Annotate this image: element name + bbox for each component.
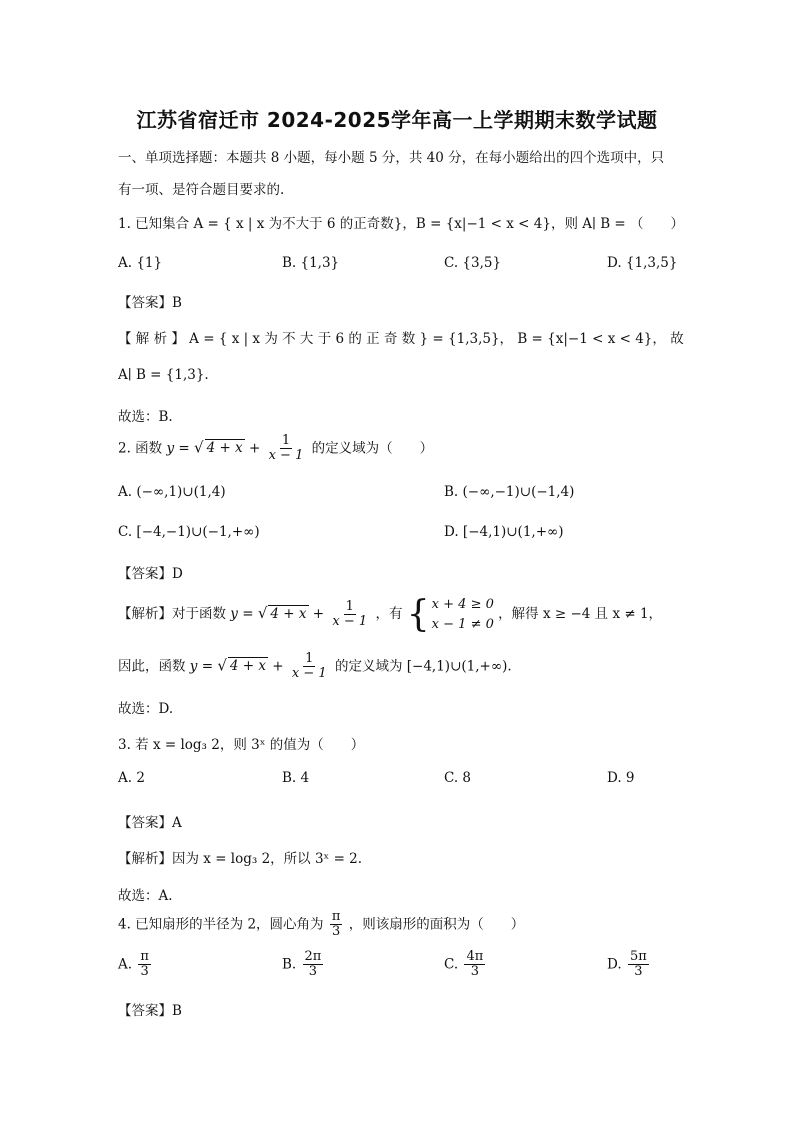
q2-conclusion-suffix: 的定义域为 [−4,1)∪(1,+∞). — [334, 658, 512, 675]
q1-analysis-line2: A∣ B = {1,3}. — [118, 367, 209, 383]
q3-option-a: A. 2 — [118, 770, 145, 786]
q2-sys-row2: x − 1 ≠ 0 — [431, 616, 494, 632]
q2-stem — [118, 434, 433, 464]
q2-analysis — [118, 595, 662, 634]
q4-option-a-num: π — [140, 949, 149, 964]
q1-option-d: D. {1,3,5} — [607, 255, 678, 271]
sqrt-sign: √ — [217, 656, 227, 675]
q2-conclusion-plus: + — [272, 658, 284, 675]
q2-system — [407, 595, 494, 634]
q2-conclusion-sqrt: 4 + x — [229, 658, 266, 675]
q2-analysis-prefix: 【解析】对于函数 — [118, 606, 226, 622]
q4-option-d — [607, 950, 651, 980]
q2-option-b: B. (−∞,−1)∪(−1,4) — [444, 484, 575, 500]
q2-analysis-plus: + — [312, 606, 325, 622]
q1-analysis-line1: 【 解 析 】 A = { x | x 为 不 大 于 6 的 正 奇 数 } = {1,3,5}， B = {x|−1 < x < 4}， 故 — [118, 331, 684, 347]
q4-stem — [118, 910, 524, 940]
q2-analysis-mid: ，有 — [375, 606, 403, 622]
q2-stem-suffix: 的定义域为（ ） — [311, 440, 434, 457]
q2-analysis-sqrt: 4 + x — [270, 606, 307, 622]
q4-option-a-fraction — [138, 950, 151, 980]
q4-option-d-label: D. — [607, 956, 622, 973]
q1-option-a: A. {1} — [118, 255, 163, 271]
q4-option-d-num: 5π — [629, 949, 647, 964]
q4-option-c — [444, 950, 487, 980]
q2-conclusion-frac-num: 1 — [305, 651, 314, 666]
q2-option-a: A. (−∞,1)∪(1,4) — [118, 484, 226, 500]
q4-option-a-den: 3 — [140, 964, 149, 980]
left-brace: { — [406, 593, 430, 635]
q2-analysis-yeq: y = — [230, 606, 254, 622]
sqrt-sign: √ — [257, 604, 268, 622]
q4-stem-frac-den: 3 — [331, 924, 341, 940]
q4-stem-suffix: ，则该扇形的面积为（ ） — [348, 916, 525, 933]
q2-analysis-frac-num: 1 — [345, 598, 354, 614]
q3-analysis: 【解析】因为 x = log₃ 2，所以 3ˣ = 2. — [118, 851, 363, 867]
q2-answer: 【答案】D — [118, 566, 183, 582]
q1-option-b: B. {1,3} — [282, 255, 340, 271]
q3-option-d: D. 9 — [607, 770, 635, 786]
q4-option-d-fraction — [628, 950, 649, 980]
q2-fraction — [267, 434, 306, 464]
q1-option-c: C. {3,5} — [444, 255, 502, 271]
q4-stem-fraction — [330, 910, 343, 940]
q4-answer: 【答案】B — [118, 1003, 182, 1019]
q4-option-d-den: 3 — [634, 964, 643, 980]
sqrt-sign: √ — [194, 438, 204, 457]
q2-plus: + — [248, 440, 261, 457]
q2-frac-den: x − 1 — [268, 448, 304, 464]
q2-conclusion-yeq: y = — [189, 658, 214, 675]
q4-stem-prefix: 4. 已知扇形的半径为 2，圆心角为 — [118, 916, 324, 933]
q2-sys-row1: x + 4 ≥ 0 — [431, 597, 494, 612]
q2-option-c: C. [−4,−1)∪(−1,+∞) — [118, 524, 260, 540]
q3-choose: 故选：A. — [118, 888, 173, 904]
q4-option-b-num: 2π — [304, 949, 322, 964]
q3-stem: 3. 若 x = log₃ 2，则 3ˣ 的值为（ ） — [118, 737, 365, 753]
section-heading-line1: 一、单项选择题：本题共 8 小题，每小题 5 分，共 40 分，在每小题给出的四个选项中，只 — [118, 150, 665, 166]
q2-analysis-frac-den: x − 1 — [332, 614, 368, 629]
q4-option-b-label: B. — [282, 956, 297, 973]
q3-option-c: C. 8 — [444, 770, 472, 786]
q2-conclusion — [118, 652, 512, 682]
q2-conclusion-frac-den: x − 1 — [291, 666, 327, 682]
q4-option-c-den: 3 — [470, 964, 479, 980]
q4-stem-frac-num: π — [331, 909, 341, 924]
q2-sqrt-body: 4 + x — [206, 440, 243, 457]
q1-answer: 【答案】B — [118, 295, 182, 311]
q4-option-b-den: 3 — [308, 964, 318, 980]
q1-choose: 故选：B. — [118, 409, 173, 425]
q1-stem: 1. 已知集合 A = { x | x 为不大于 6 的正奇数}，B = {x|−1 < x < 4}，则 A∣ B = （ ） — [118, 216, 685, 232]
q4-option-c-fraction — [464, 950, 485, 980]
q4-option-c-num: 4π — [466, 949, 484, 964]
q2-conclusion-prefix: 因此，函数 — [118, 658, 186, 675]
q2-option-d: D. [−4,1)∪(1,+∞) — [444, 524, 564, 540]
q2-frac-num: 1 — [281, 433, 291, 448]
q2-func-yeq: y = — [166, 440, 190, 457]
q2-choose: 故选：D. — [118, 701, 174, 717]
q2-conclusion-fraction — [290, 652, 329, 682]
q3-answer: 【答案】A — [118, 815, 182, 831]
q3-option-b: B. 4 — [282, 770, 310, 786]
q4-option-c-label: C. — [444, 956, 459, 973]
q2-stem-prefix: 2. 函数 — [118, 440, 163, 457]
page-title: 江苏省宿迁市 2024-2025学年高一上学期期末数学试题 — [136, 108, 658, 132]
q4-option-a-label: A. — [118, 956, 133, 973]
q4-option-b-fraction — [303, 950, 324, 980]
q4-option-a — [118, 950, 153, 980]
section-heading-line2: 有一项、是符合题目要求的. — [118, 182, 285, 198]
q4-option-b — [282, 950, 325, 980]
q2-analysis-fraction — [330, 600, 369, 630]
q2-analysis-suffix: ，解得 x ≥ −4 且 x ≠ 1， — [498, 606, 663, 622]
